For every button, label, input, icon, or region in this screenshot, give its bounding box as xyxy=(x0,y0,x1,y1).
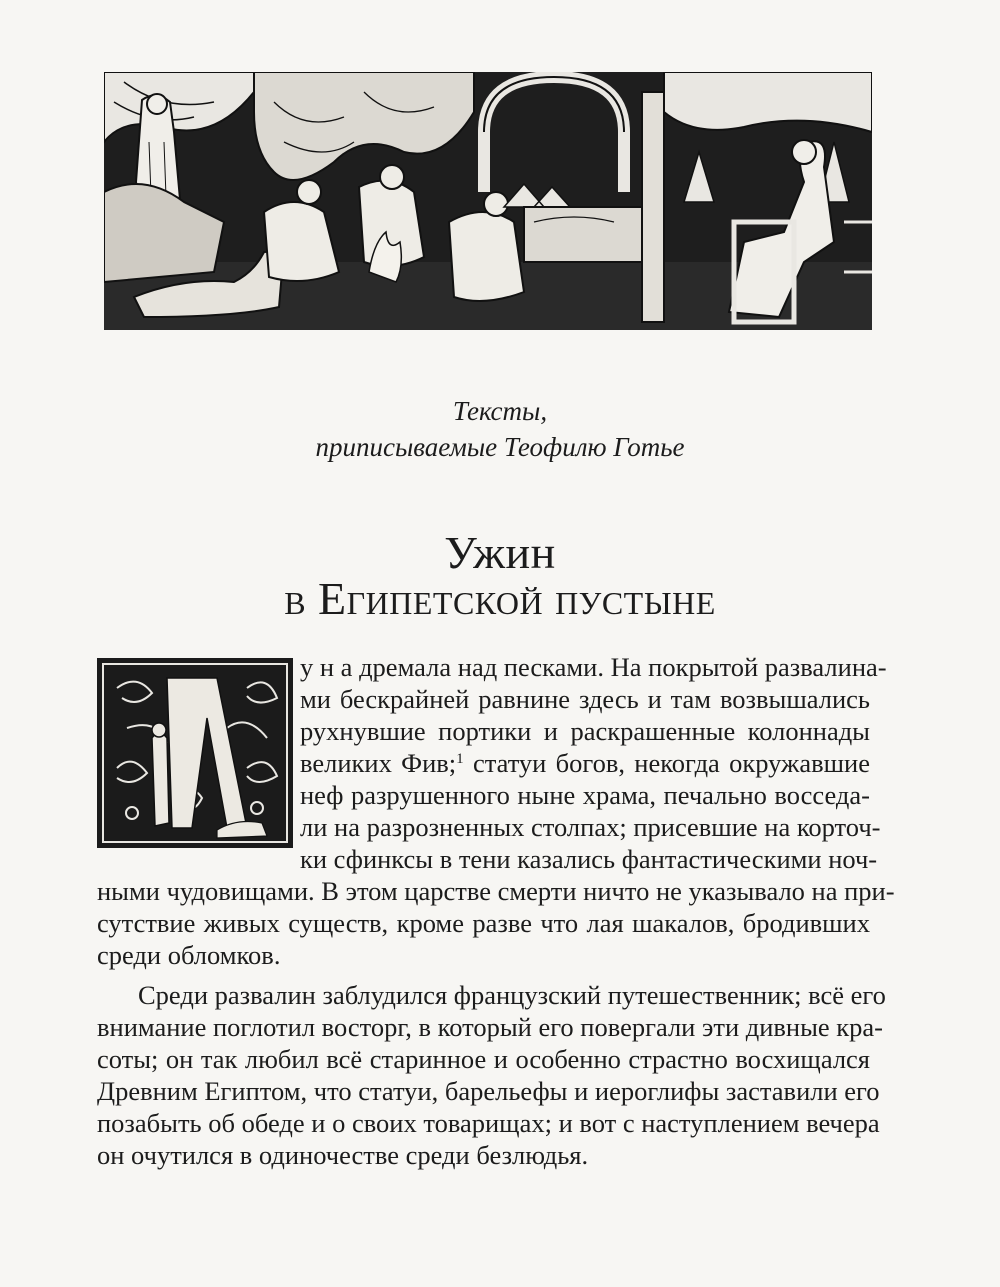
paragraph-1-line: сутствие живых существ, кроме разве что лая шакалов, бродивших xyxy=(97,908,870,938)
paragraph-2-line: он очутился в одиночестве среди безлюдья. xyxy=(97,1140,589,1170)
paragraph-1-line: среди обломков. xyxy=(97,940,281,970)
paragraph-1-line: ными чудовищами. В этом царстве смерти ничто не указывало на при- xyxy=(97,876,895,906)
paragraph-1-line: ли на разрозненных столпах; присевшие на корточ- xyxy=(300,812,881,842)
paragraph-2-line: позабыть об обеде и о своих товарищах; и вот с наступлением вечера xyxy=(97,1108,880,1138)
paragraph-2-line: Древним Египтом, что статуи, барельефы и иероглифы заставили его xyxy=(97,1076,880,1106)
subtitle-line-1: Тексты, xyxy=(452,396,548,426)
title-line-1: Ужин xyxy=(444,527,556,578)
paragraph-1-line xyxy=(300,747,870,779)
paragraph-1-line: рухнувшие портики и раскрашенные колоннады xyxy=(300,716,870,746)
footnote-marker[interactable]: 1 xyxy=(456,751,464,767)
text-fragment: статуи богов, некогда окружавшие xyxy=(472,748,870,778)
paragraph-2-line: внимание поглотил восторг, в который его повергали эти дивные кра- xyxy=(97,1012,884,1042)
paragraph-1-line: у н а дремала над песками. На покрытой развалина- xyxy=(300,652,887,682)
paragraph-1-line: неф разрушенного ныне храма, печально восседа- xyxy=(300,780,870,810)
paragraph-2-line: соты; он так любил всё старинное и особенно страстно восхищался xyxy=(97,1044,870,1074)
paragraph-1-line: ки сфинксы в тени казались фантастическими ноч- xyxy=(300,844,878,874)
text-fragment: великих Фив; xyxy=(300,748,457,778)
drop-cap-initial xyxy=(97,658,293,848)
header-illustration xyxy=(104,72,872,330)
paragraph-1-line: ми бескрайней равнине здесь и там возвышались xyxy=(300,684,870,714)
subtitle-line-2: приписываемые Теофилю Готье xyxy=(315,432,685,462)
title-line-2: в Египетской пустыне xyxy=(284,573,716,624)
paragraph-2-line: Среди развалин заблудился французский путешественник; всё его xyxy=(138,980,886,1010)
